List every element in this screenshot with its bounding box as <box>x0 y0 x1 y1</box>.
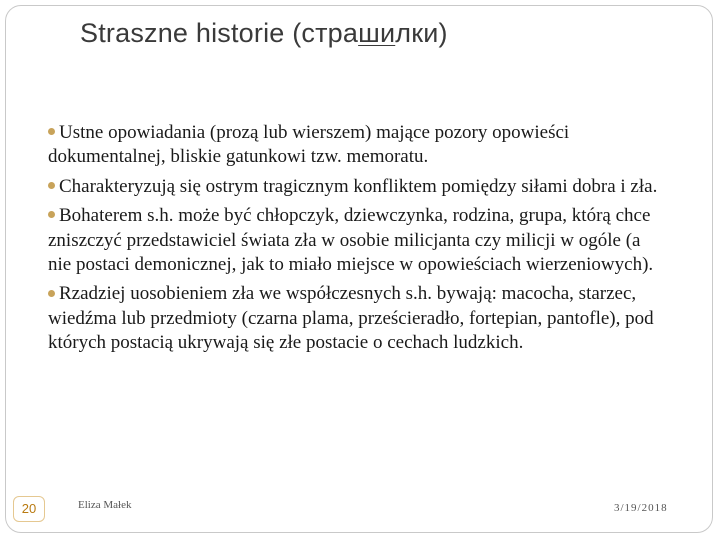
title-underlined-part: ши <box>358 18 396 48</box>
footer-author: Eliza Małek <box>78 499 132 511</box>
bullet-text: Ustne opowiadania (prozą lub wierszem) mające pozory opowieści dokumentalnej, bliskie gatunkowi tzw. memoratu. <box>48 122 570 168</box>
bullet-dot-icon <box>48 211 55 218</box>
bullet-item <box>48 175 666 199</box>
title-prefix: Straszne historie (стра <box>80 18 359 48</box>
slide-content <box>48 121 666 361</box>
bullet-item <box>48 282 666 355</box>
title-suffix: лки) <box>395 18 448 48</box>
bullet-text: Charakteryzują się ostrym tragicznym konfliktem pomiędzy siłami dobra i zła. <box>59 175 658 197</box>
slide-title <box>80 18 448 49</box>
slide-number-badge: 20 <box>13 496 45 522</box>
bullet-item <box>48 204 666 277</box>
bullet-dot-icon <box>48 182 55 189</box>
bullet-item <box>48 121 666 170</box>
bullet-dot-icon <box>48 128 55 135</box>
bullet-text: Rzadziej uosobieniem zła we współczesnych s.h. bywają: macocha, starzec, wiedźma lub przedmioty (czarna plama, prześcieradło, fortepian, pantofle), pod których postacią ukrywają się złe postacie o cechach ludzkich. <box>48 283 654 354</box>
bullet-text: Bohaterem s.h. może być chłopczyk, dziewczynka, rodzina, grupa, którą chce zniszczyć przedstawiciel świata zła w osobie milicjanta czy milicji w ogóle (a nie postaci demonicznej, jak to miało miejsce w opowieściach wierzeniowych). <box>48 205 654 276</box>
footer-date: 3/19/2018 <box>614 502 668 514</box>
bullet-dot-icon <box>48 290 55 297</box>
